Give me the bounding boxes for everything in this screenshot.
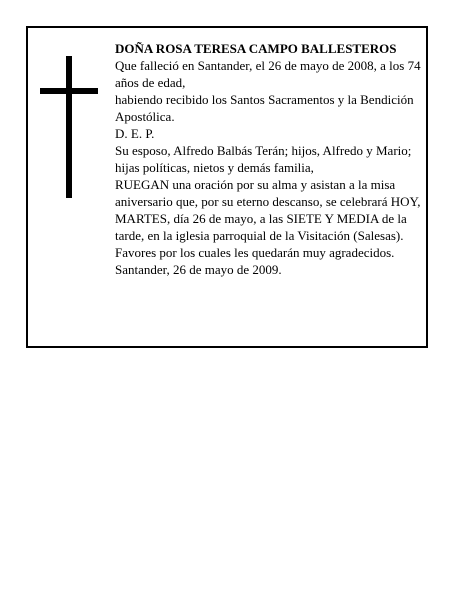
family-statement: Su esposo, Alfredo Balbás Terán; hijos, Alfredo y Mario; hijas políticas, nietos y demás familia, [115,143,412,175]
mass-request: RUEGAN una oración por su alma y asistan a la misa aniversario que, por su eterno descanso, se celebrará HOY, MARTES, día 26 de mayo, a las SIETE Y MEDIA de la tarde, en la iglesia parroquial de la Visitación (Salesas). Favores por los cuales les quedarán muy agradecidos. [115,177,421,260]
place-date: Santander, 26 de mayo de 2009. [115,262,282,277]
sacraments-statement: habiendo recibido los Santos Sacramentos y la Bendición Apostólica. [115,92,414,124]
cross-horizontal-bar [40,88,98,94]
death-statement: Que falleció en Santander, el 26 de mayo de 2008, a los 74 años de edad, [115,58,421,90]
obituary-notice [26,26,428,348]
notice-text [115,40,421,278]
deceased-name: DOÑA ROSA TERESA CAMPO BALLESTEROS [115,41,397,56]
cross-vertical-bar [66,56,72,198]
cross-icon [40,56,98,198]
rip-text: D. E. P. [115,126,155,141]
